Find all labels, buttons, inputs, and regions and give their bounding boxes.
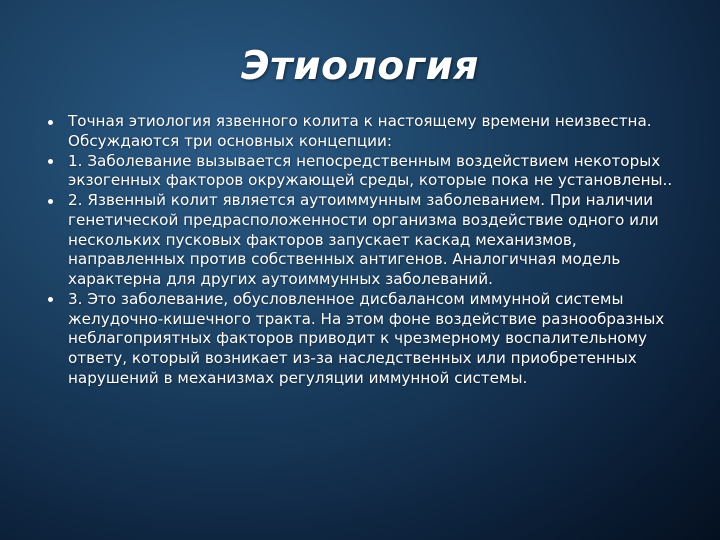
bullet-list [30,112,690,389]
slide-body [30,112,690,389]
list-item [30,290,690,389]
bullet-text: 1. Заболевание вызывается непосредственным воздействием некоторых экзогенных факторов окружающей среды, которые пока не установлены.. [68,151,673,190]
page-title: Этиология [241,44,479,89]
list-item [30,191,690,290]
bullet-dot-icon [48,159,53,164]
list-item [30,112,690,152]
bullet-dot-icon [48,297,53,302]
bullet-text: 2. Язвенный колит является аутоиммунным заболеванием. При наличии генетической предрасположенности организма воздействие одного или нескольких пусковых факторов запускает каскад механизмов, направленных против собственных антигенов. Аналогичная модель характерна для других аутоиммунных заболеваний. [68,191,659,288]
bullet-text: 3. Это заболевание, обусловленное дисбалансом иммунной системы желудочно-кишечного тракта. На этом фоне воздействие разнообразных неблагоприятных факторов приводит к чрезмерному воспалительному ответу, который возникает из-за наследственных или приобретенных нарушений в механизмах регуляции иммунной системы. [68,289,665,387]
bullet-dot-icon [48,199,53,204]
bullet-dot-icon [48,120,53,125]
bullet-text: Точная этиология язвенного колита к настоящему времени неизвестна. Обсуждаются три основных концепции: [68,112,652,150]
list-item [30,152,690,192]
